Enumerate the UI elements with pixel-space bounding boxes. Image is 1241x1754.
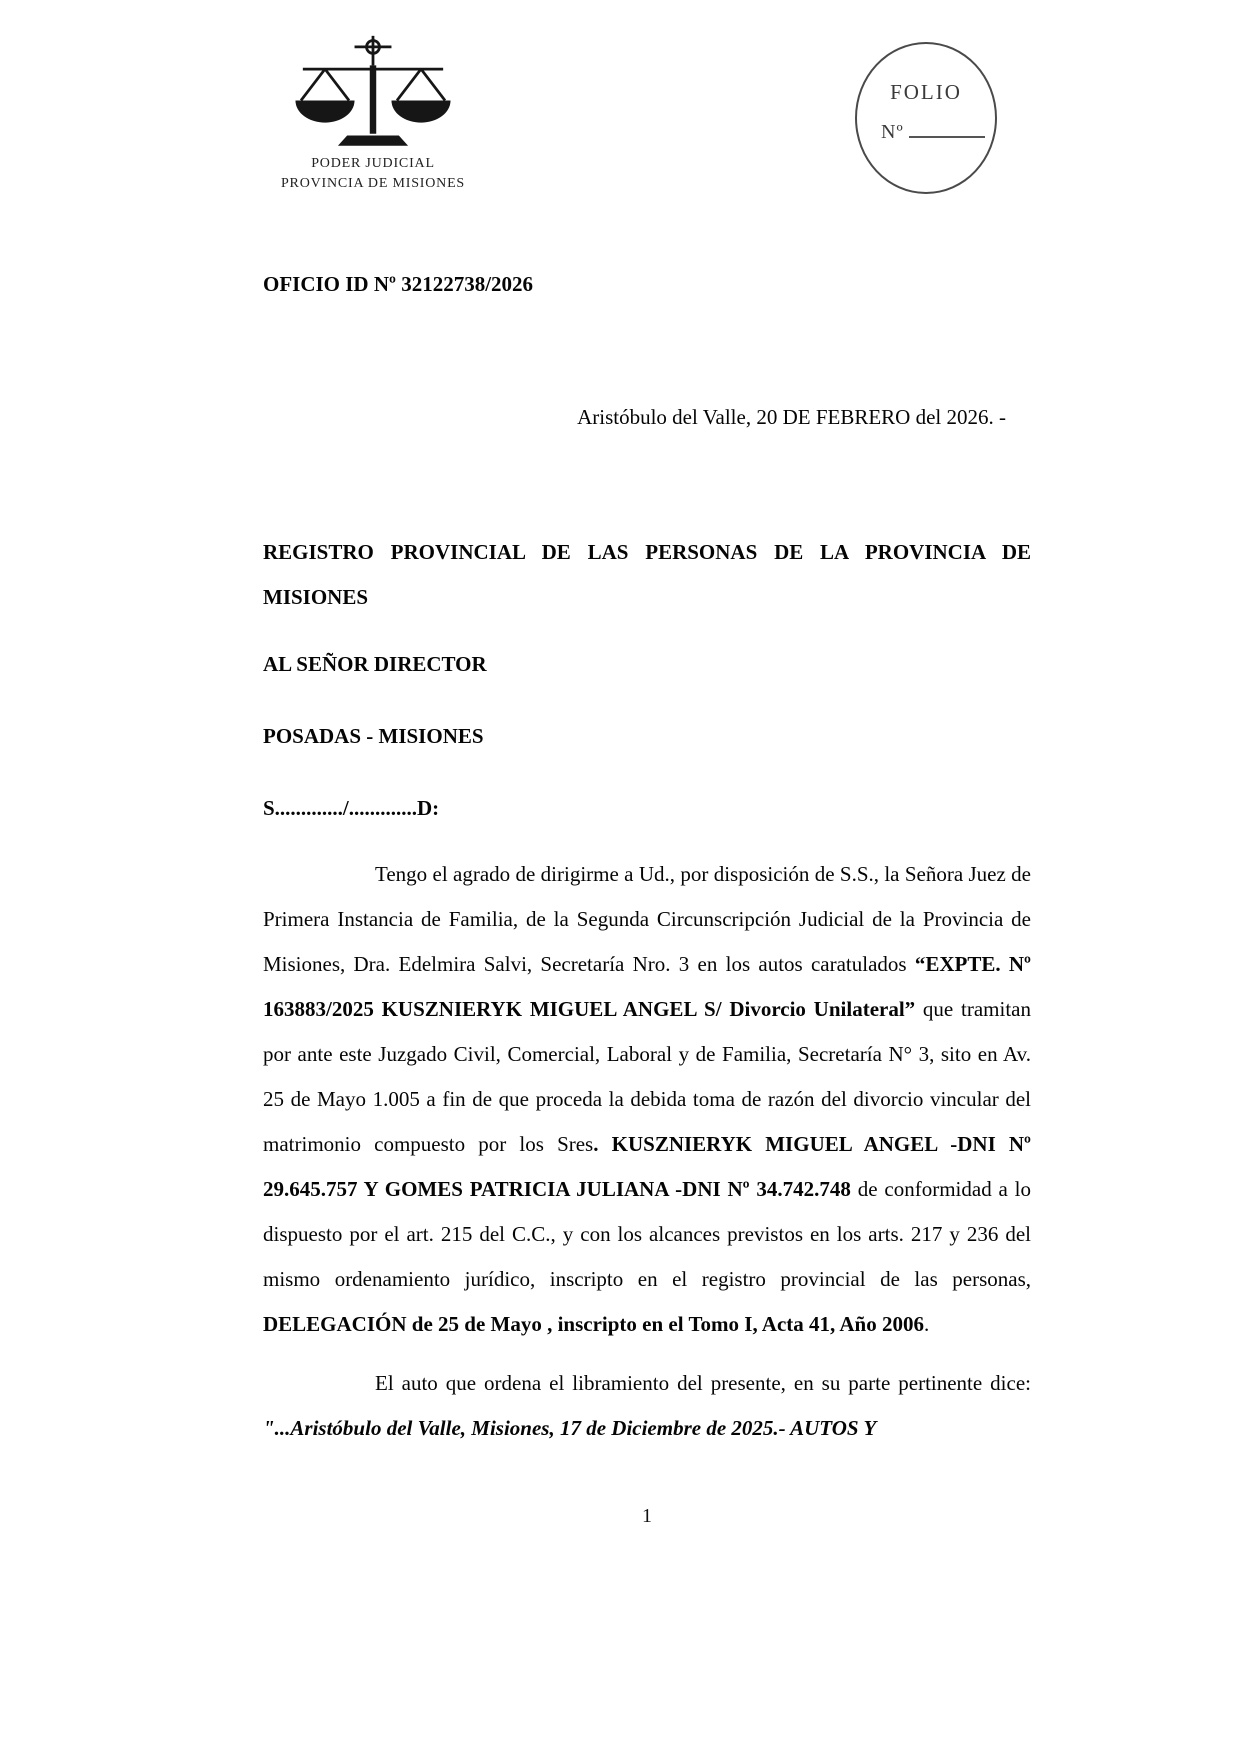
salutation: S............./.............D:	[263, 796, 440, 820]
p1-expte-caption: “EXPTE. Nº 163883/2025 KUSZNIERYK MIGUEL ANGEL S/ Divorcio Unilateral”	[263, 952, 1031, 1021]
logo-caption-line2: PROVINCIA DE MISIONES	[280, 176, 466, 191]
document-body	[263, 0, 1031, 1451]
main-paragraph	[263, 852, 1031, 1347]
p2-intro-text: El auto que ordena el libramiento del presente, en su parte pertinente dice:	[375, 1371, 1031, 1395]
folio-label: FOLIO	[890, 80, 962, 104]
p1-intro-text: Tengo el agrado de dirigirme a Ud., por disposición de S.S., la Señora Juez de Primera Instancia de Familia, de la Segunda Circunscripción Judicial de la Provincia de Misiones, Dra. Edelmira Salvi, Secretaría Nro. 3 en los autos caratulados	[263, 862, 1031, 976]
folio-number-label: Nº	[881, 121, 904, 143]
p1-legal-text: de conformidad a lo dispuesto por el art. 215 del C.C., y con los alcances previstos en los arts. 217 y 236 del mismo ordenamiento jurídico, inscripto en el registro provincial de las personas,	[263, 1177, 1032, 1291]
p2-quoted-order: "...Aristóbulo del Valle, Misiones, 17 de Diciembre de 2025.- AUTOS Y	[263, 1416, 877, 1440]
page-number: 1	[642, 1505, 652, 1527]
addressee-city: POSADAS - MISIONES	[263, 724, 484, 748]
logo-caption-line1: PODER JUDICIAL	[311, 156, 435, 171]
date-line: Aristóbulo del Valle, 20 DE FEBRERO del 2026. -	[577, 405, 1006, 429]
p1-court-text: que tramitan por ante este Juzgado Civil, Comercial, Laboral y de Familia, Secretaría N° 3, sito en Av. 25 de Mayo 1.005 a fin de que proceda la debida toma de razón del divorcio vincular del matrimonio compuesto por los Sres	[263, 997, 1031, 1156]
order-paragraph	[263, 1361, 1031, 1451]
addressee-registry: REGISTRO PROVINCIAL DE LAS PERSONAS DE LA PROVINCIA DE MISIONES	[263, 540, 1031, 609]
p1-parties-names: . KUSZNIERYK MIGUEL ANGEL -DNI Nº 29.645.757 Y GOMES PATRICIA JULIANA -DNI Nº 34.742.748	[263, 1132, 1031, 1201]
p1-closing-period: .	[923, 1312, 930, 1336]
p1-registry-record: DELEGACIÓN de 25 de Mayo , inscripto en el Tomo I, Acta 41, Año 2006	[263, 1312, 924, 1336]
oficio-id: OFICIO ID Nº 32122738/2026	[263, 272, 534, 296]
addressee-director: AL SEÑOR DIRECTOR	[263, 652, 487, 676]
